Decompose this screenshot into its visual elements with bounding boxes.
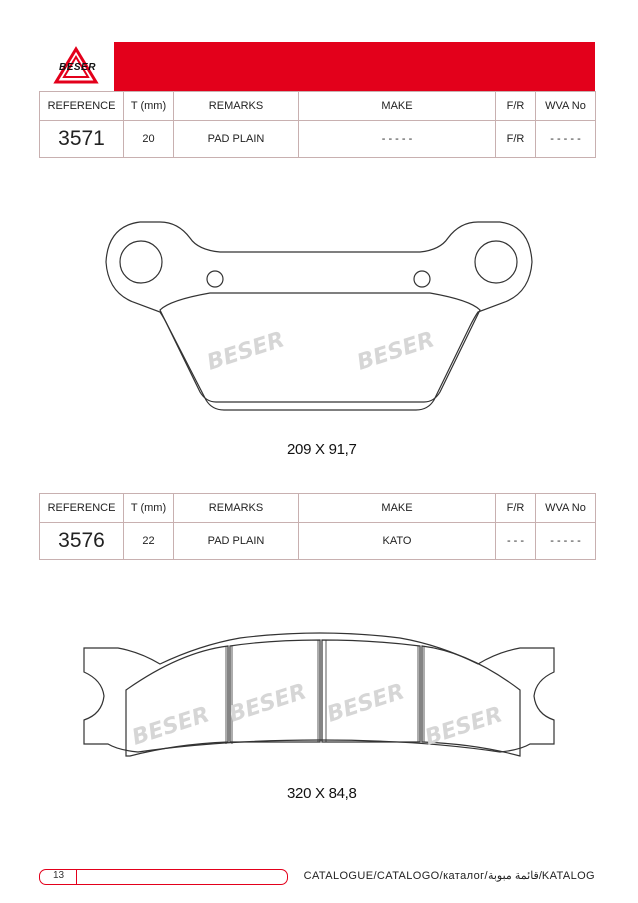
watermark-text: BESER xyxy=(226,679,310,728)
col-header-thickness: T (mm) xyxy=(124,494,174,523)
col-header-make: MAKE xyxy=(299,92,496,121)
reference-cell: 3571 xyxy=(40,121,124,158)
reference-cell: 3576 xyxy=(40,523,124,560)
dimension-label: 209 X 91,7 xyxy=(287,441,357,458)
col-header-remarks: REMARKS xyxy=(174,494,299,523)
page-footer xyxy=(39,866,595,888)
fr-cell: F/R xyxy=(496,121,536,158)
col-header-reference: REFERENCE xyxy=(40,92,124,121)
page-number: 13 xyxy=(53,870,65,881)
col-header-make: MAKE xyxy=(299,494,496,523)
catalogue-label: CATALOGUE/CATALOGO/каталог/قائمة مبوبة/KATALOG xyxy=(303,870,595,882)
watermark-text: BESER xyxy=(354,327,438,376)
thickness-cell: 20 xyxy=(124,121,174,158)
watermark-text: BESER xyxy=(324,679,408,728)
watermark-text: BESER xyxy=(129,702,213,751)
watermark-text: BESER xyxy=(422,702,506,751)
col-header-wva: WVA No xyxy=(536,494,596,523)
dimension-label: 320 X 84,8 xyxy=(287,785,357,802)
remarks-cell: PAD PLAIN xyxy=(174,523,299,560)
wva-cell: - - - - - xyxy=(536,523,596,560)
col-header-reference: REFERENCE xyxy=(40,494,124,523)
brand-name: BESER xyxy=(59,62,96,73)
col-header-thickness: T (mm) xyxy=(124,92,174,121)
footer-divider xyxy=(77,869,288,885)
watermark-text: BESER xyxy=(204,327,288,376)
fr-cell: - - - xyxy=(496,523,536,560)
col-header-fr: F/R xyxy=(496,494,536,523)
remarks-cell: PAD PLAIN xyxy=(174,121,299,158)
col-header-remarks: REMARKS xyxy=(174,92,299,121)
wva-cell: - - - - - xyxy=(536,121,596,158)
make-cell: KATO xyxy=(299,523,496,560)
col-header-fr: F/R xyxy=(496,92,536,121)
make-cell: - - - - - xyxy=(299,121,496,158)
thickness-cell: 22 xyxy=(124,523,174,560)
col-header-wva: WVA No xyxy=(536,92,596,121)
